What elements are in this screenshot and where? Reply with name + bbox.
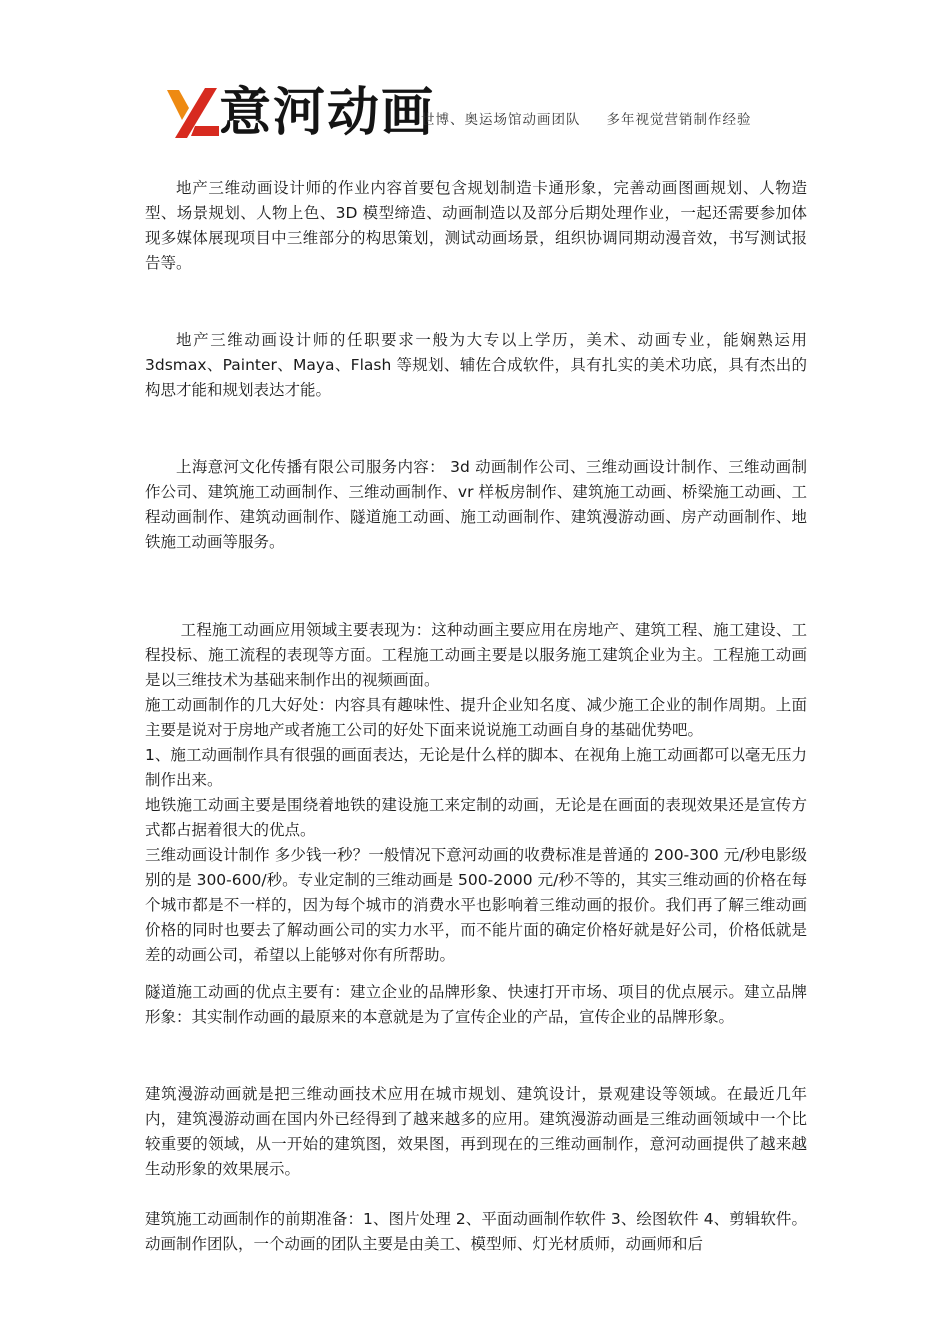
paragraph-subway-animation: 地铁施工动画主要是围绕着地铁的建设施工来定制的动画，无论是在画面的表现效果还是宣传方式都占据着很大的优点。 (145, 796, 807, 839)
paragraph-company-services: 上海意河文化传播有限公司服务内容： 3d 动画制作公司、三维动画设计制作、三维动画制作公司、建筑施工动画制作、三维动画制作、vr 样板房制作、建筑施工动画、桥梁施工动画、工程动画制作、建筑动画制作、隧道施工动画、施工动画制作、建筑漫游动画、房产动画制作、地铁施工动画等服务。 (145, 458, 807, 551)
yihe-logo-icon (165, 86, 221, 140)
slogan-experience: 多年视觉营销制作经验 (606, 112, 752, 128)
document-header (165, 80, 785, 160)
document-body (145, 176, 807, 1257)
paragraph-tunnel-animation: 隧道施工动画的优点主要有：建立企业的品牌形象、快速打开市场、项目的优点展示。建立品牌形象：其实制作动画的最原来的本意就是为了宣传企业的产品，宣传企业的品牌形象。 (145, 983, 807, 1026)
slogan-team: 世博、奥运场馆动画团队 (421, 112, 581, 128)
paragraph-benefit-one: 1、施工动画制作具有很强的画面表达，无论是什么样的脚本、在视角上施工动画都可以毫无压力制作出来。 (145, 746, 807, 789)
paragraph-construction-animation: 工程施工动画应用领域主要表现为：这种动画主要应用在房地产、建筑工程、施工建设、工程投标、施工流程的表现等方面。工程施工动画主要是以服务施工建筑企业为主。工程施工动画是以三维技术为基础来制作出的视频画面。 (145, 621, 807, 689)
paragraph-pricing: 三维动画设计制作 多少钱一秒？一般情况下意河动画的收费标准是普通的 200-300 元/秒电影级别的是 300-600/秒。专业定制的三维动画是 500-2000 元/秒不等的，其实三维动画的价格在每个城市都是不一样的，因为每个城市的消费水平也影响着三维动画的报价。我们再了解三维动画价格的同时也要去了解动画公司的实力水平，而不能片面的确定价格好就是好公司，价格低就是差的动画公司，希望以上能够对你有所帮助。 (145, 846, 807, 964)
header-slogan (421, 108, 752, 128)
paragraph-designer-duties: 地产三维动画设计师的作业内容首要包含规划制造卡通形象，完善动画图画规划、人物造型、场景规划、人物上色、3D 模型缔造、动画制造以及部分后期处理作业，一起还需要参加体现多媒体展现项目中三维部分的构思策划，测试动画场景，组织协调同期动漫音效，书写测试报告等。 (145, 179, 807, 272)
paragraph-preparation: 建筑施工动画制作的前期准备：1、图片处理 2、平面动画制作软件 3、绘图软件 4、剪辑软件。动画制作团队，一个动画的团队主要是由美工、模型师、灯光材质师，动画师和后 (145, 1210, 807, 1253)
paragraph-walkthrough-animation: 建筑漫游动画就是把三维动画技术应用在城市规划、建筑设计，景观建设等领域。在最近几年内，建筑漫游动画在国内外已经得到了越来越多的应用。建筑漫游动画是三维动画领域中一个比较重要的领域，从一开始的建筑图，效果图，再到现在的三维动画制作，意河动画提供了越来越生动形象的效果展示。 (145, 1085, 807, 1178)
paragraph-designer-requirements: 地产三维动画设计师的任职要求一般为大专以上学历，美术、动画专业，能娴熟运用 3dsmax、Painter、Maya、Flash 等规划、辅佐合成软件，具有扎实的美术功底，具有杰出的构思才能和规划表达才能。 (145, 331, 807, 399)
paragraph-benefits: 施工动画制作的几大好处：内容具有趣味性、提升企业知名度、减少施工企业的制作周期。上面主要是说对于房地产或者施工公司的好处下面来说说施工动画自身的基础优势吧。 (145, 696, 807, 739)
logo-wordmark: 意河动画 (219, 83, 436, 143)
